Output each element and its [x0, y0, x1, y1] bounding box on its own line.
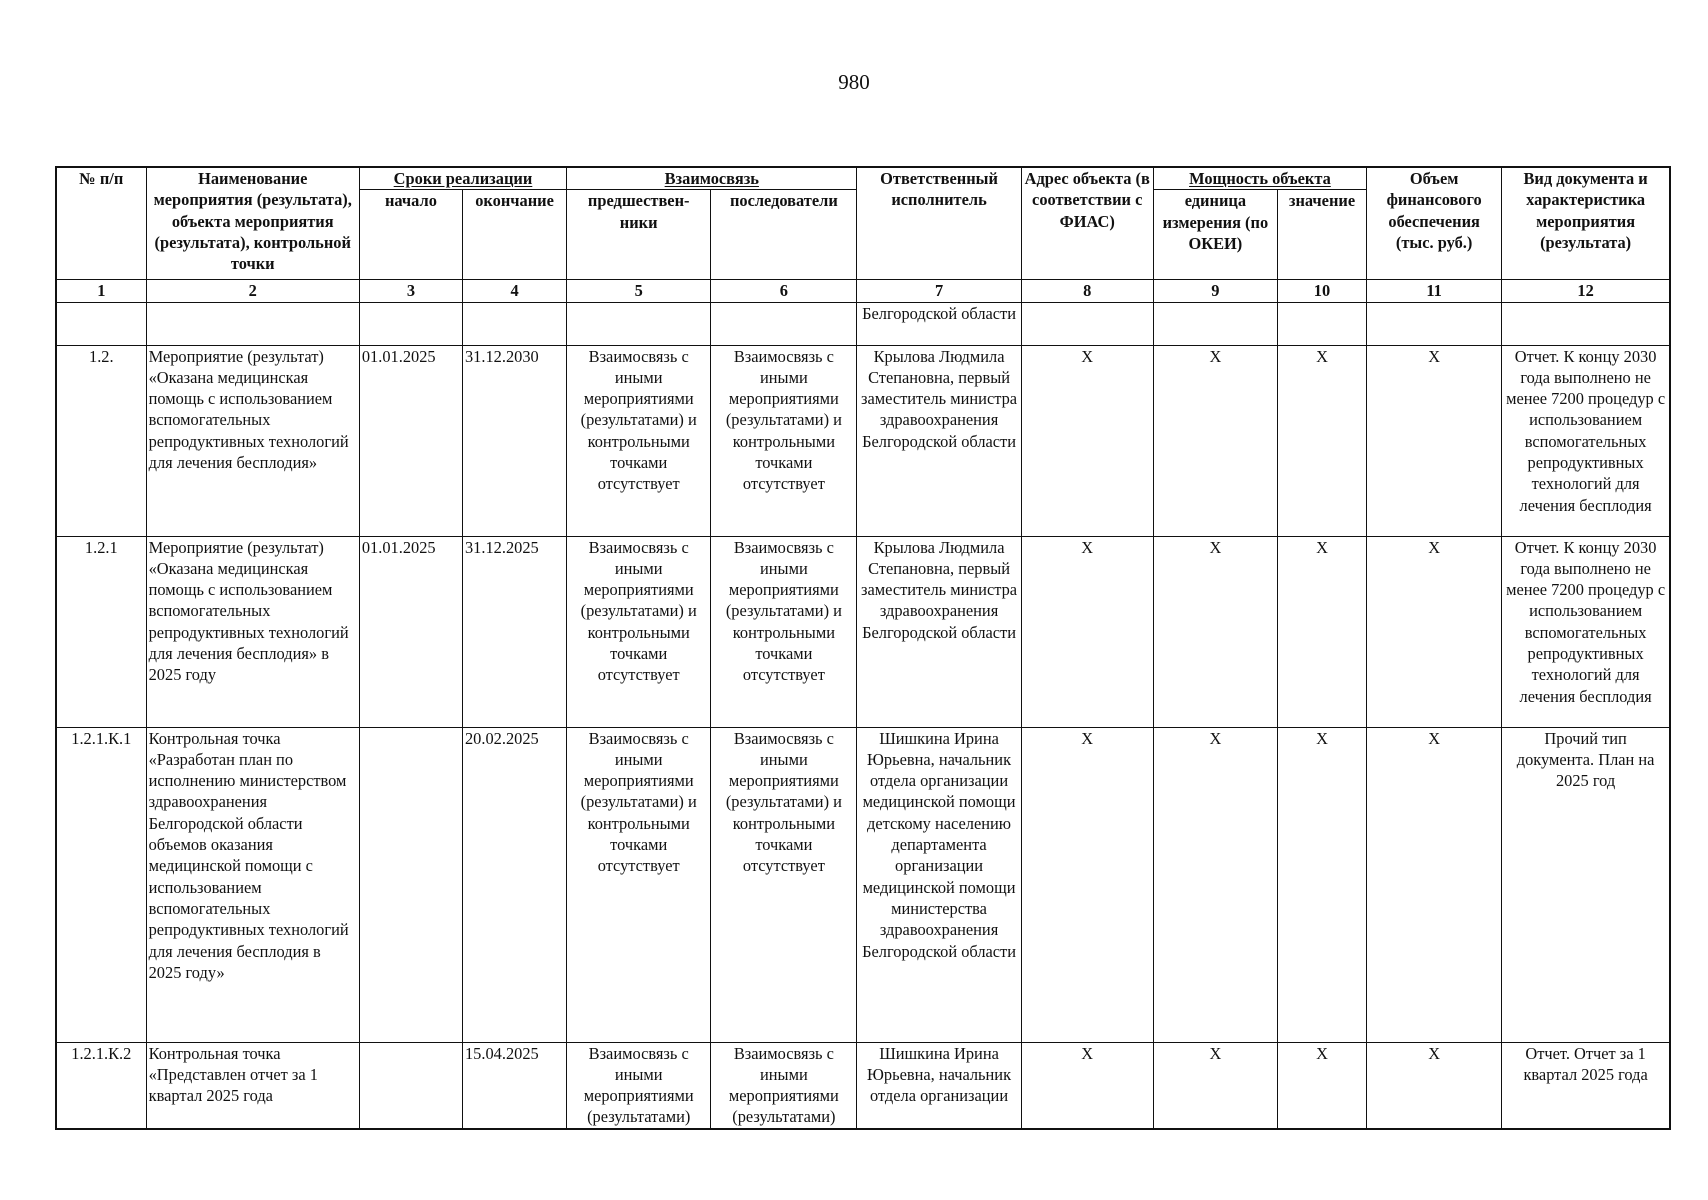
header-num: № п/п: [56, 167, 146, 280]
cell-address: Х: [1021, 1042, 1153, 1129]
cell-document: Отчет. Отчет за 1 квартал 2025 года: [1502, 1042, 1670, 1129]
table-row-continuation: [56, 302, 1670, 345]
column-number: 2: [146, 280, 359, 302]
cell-address: Х: [1021, 727, 1153, 1042]
cell-finance: Х: [1367, 536, 1502, 727]
column-number: 6: [711, 280, 857, 302]
cell-empty: [359, 302, 462, 345]
cell-responsible: Шишкина Ирина Юрьевна, начальник отдела организации медицинской помощи детскому населению департамента организации медицинской помощи министерства здравоохранения Белгородской области: [857, 727, 1021, 1042]
cell-end: 31.12.2030: [462, 345, 566, 536]
table-row: [56, 345, 1670, 536]
column-number: 3: [359, 280, 462, 302]
cell-num: 1.2.1.К.1: [56, 727, 146, 1042]
cell-empty: [567, 302, 711, 345]
cell-unit: Х: [1153, 536, 1277, 727]
cell-successors: Взаимосвязь с иными мероприятиями (результатами): [711, 1042, 857, 1129]
cell-start: 01.01.2025: [359, 536, 462, 727]
column-number: 10: [1277, 280, 1366, 302]
cell-name: Мероприятие (результат) «Оказана медицинская помощь с использованием вспомогательных репродуктивных технологий для лечения бесплодия» в 2025 году: [146, 536, 359, 727]
cell-value: Х: [1277, 536, 1366, 727]
cell-empty: [146, 302, 359, 345]
table-row: [56, 727, 1670, 1042]
cell-responsible: Белгородской области: [857, 302, 1021, 345]
header-name: Наименование мероприятия (результата), объекта мероприятия (результата), контрольной точки: [146, 167, 359, 280]
header-value: значение: [1277, 190, 1366, 280]
column-number: 9: [1153, 280, 1277, 302]
cell-successors: Взаимосвязь с иными мероприятиями (результатами) и контрольными точками отсутствует: [711, 345, 857, 536]
cell-document: Прочий тип документа. План на 2025 год: [1502, 727, 1670, 1042]
cell-start: [359, 727, 462, 1042]
cell-responsible: Шишкина Ирина Юрьевна, начальник отдела организации: [857, 1042, 1021, 1129]
cell-predecessors: Взаимосвязь с иными мероприятиями (результатами): [567, 1042, 711, 1129]
cell-empty: [1367, 302, 1502, 345]
header-relation-label: Взаимосвязь: [664, 169, 759, 188]
column-number-row: [56, 280, 1670, 302]
column-number: 12: [1502, 280, 1670, 302]
cell-empty: [1021, 302, 1153, 345]
cell-address: Х: [1021, 345, 1153, 536]
cell-start: 01.01.2025: [359, 345, 462, 536]
column-number: 7: [857, 280, 1021, 302]
cell-unit: Х: [1153, 345, 1277, 536]
header-capacity-label: Мощность объекта: [1189, 169, 1331, 188]
header-terms: [359, 167, 566, 190]
cell-document: Отчет. К концу 2030 года выполнено не менее 7200 процедур с использованием вспомогательных репродуктивных технологий для лечения бесплодия: [1502, 536, 1670, 727]
header-responsible: Ответственный исполнитель: [857, 167, 1021, 280]
cell-responsible: Крылова Людмила Степановна, первый заместитель министра здравоохранения Белгородской области: [857, 345, 1021, 536]
cell-document: Отчет. К концу 2030 года выполнено не менее 7200 процедур с использованием вспомогательных репродуктивных технологий для лечения бесплодия: [1502, 345, 1670, 536]
cell-name: Мероприятие (результат) «Оказана медицинская помощь с использованием вспомогательных репродуктивных технологий для лечения бесплодия»: [146, 345, 359, 536]
cell-num: 1.2.1.К.2: [56, 1042, 146, 1129]
implementation-plan-table: [55, 166, 1671, 1130]
cell-predecessors: Взаимосвязь с иными мероприятиями (результатами) и контрольными точками отсутствует: [567, 345, 711, 536]
header-relation: [567, 167, 857, 190]
header-document: Вид документа и характеристика мероприятия (результата): [1502, 167, 1670, 280]
column-number: 4: [462, 280, 566, 302]
cell-empty: [56, 302, 146, 345]
cell-end: 20.02.2025: [462, 727, 566, 1042]
cell-empty: [1502, 302, 1670, 345]
header-address: Адрес объекта (в соответствии с ФИАС): [1021, 167, 1153, 280]
cell-predecessors: Взаимосвязь с иными мероприятиями (результатами) и контрольными точками отсутствует: [567, 727, 711, 1042]
column-number: 11: [1367, 280, 1502, 302]
column-number: 1: [56, 280, 146, 302]
cell-value: Х: [1277, 345, 1366, 536]
header-terms-label: Сроки реализации: [393, 169, 533, 188]
cell-name: Контрольная точка «Разработан план по исполнению министерством здравоохранения Белгородской области объемов оказания медицинской помощи с использованием вспомогательных репродуктивных технологий для лечения бесплодия в 2025 году»: [146, 727, 359, 1042]
cell-value: Х: [1277, 1042, 1366, 1129]
column-number: 5: [567, 280, 711, 302]
header-capacity: [1153, 167, 1366, 190]
page-number: 980: [838, 70, 870, 94]
header-successors: последователи: [711, 190, 857, 280]
cell-start: [359, 1042, 462, 1129]
table-header: [56, 167, 1670, 302]
cell-num: 1.2.1: [56, 536, 146, 727]
cell-empty: [711, 302, 857, 345]
cell-name: Контрольная точка «Представлен отчет за 1 квартал 2025 года: [146, 1042, 359, 1129]
cell-end: 31.12.2025: [462, 536, 566, 727]
header-start: начало: [359, 190, 462, 280]
cell-finance: Х: [1367, 1042, 1502, 1129]
cell-successors: Взаимосвязь с иными мероприятиями (результатами) и контрольными точками отсутствует: [711, 727, 857, 1042]
cell-address: Х: [1021, 536, 1153, 727]
cell-empty: [1153, 302, 1277, 345]
header-end: окончание: [462, 190, 566, 280]
cell-predecessors: Взаимосвязь с иными мероприятиями (результатами) и контрольными точками отсутствует: [567, 536, 711, 727]
cell-num: 1.2.: [56, 345, 146, 536]
cell-successors: Взаимосвязь с иными мероприятиями (результатами) и контрольными точками отсутствует: [711, 536, 857, 727]
cell-finance: Х: [1367, 345, 1502, 536]
cell-unit: Х: [1153, 1042, 1277, 1129]
table-row: [56, 1042, 1670, 1129]
cell-empty: [462, 302, 566, 345]
header-predecessors: предшествен-ники: [567, 190, 711, 280]
cell-empty: [1277, 302, 1366, 345]
column-number: 8: [1021, 280, 1153, 302]
cell-responsible: Крылова Людмила Степановна, первый заместитель министра здравоохранения Белгородской области: [857, 536, 1021, 727]
cell-value: Х: [1277, 727, 1366, 1042]
table-body: [56, 302, 1670, 1129]
header-finance: Объем финансового обеспечения (тыс. руб.): [1367, 167, 1502, 280]
table-row: [56, 536, 1670, 727]
cell-end: 15.04.2025: [462, 1042, 566, 1129]
cell-unit: Х: [1153, 727, 1277, 1042]
header-unit: единица измерения (по ОКЕИ): [1153, 190, 1277, 280]
cell-finance: Х: [1367, 727, 1502, 1042]
